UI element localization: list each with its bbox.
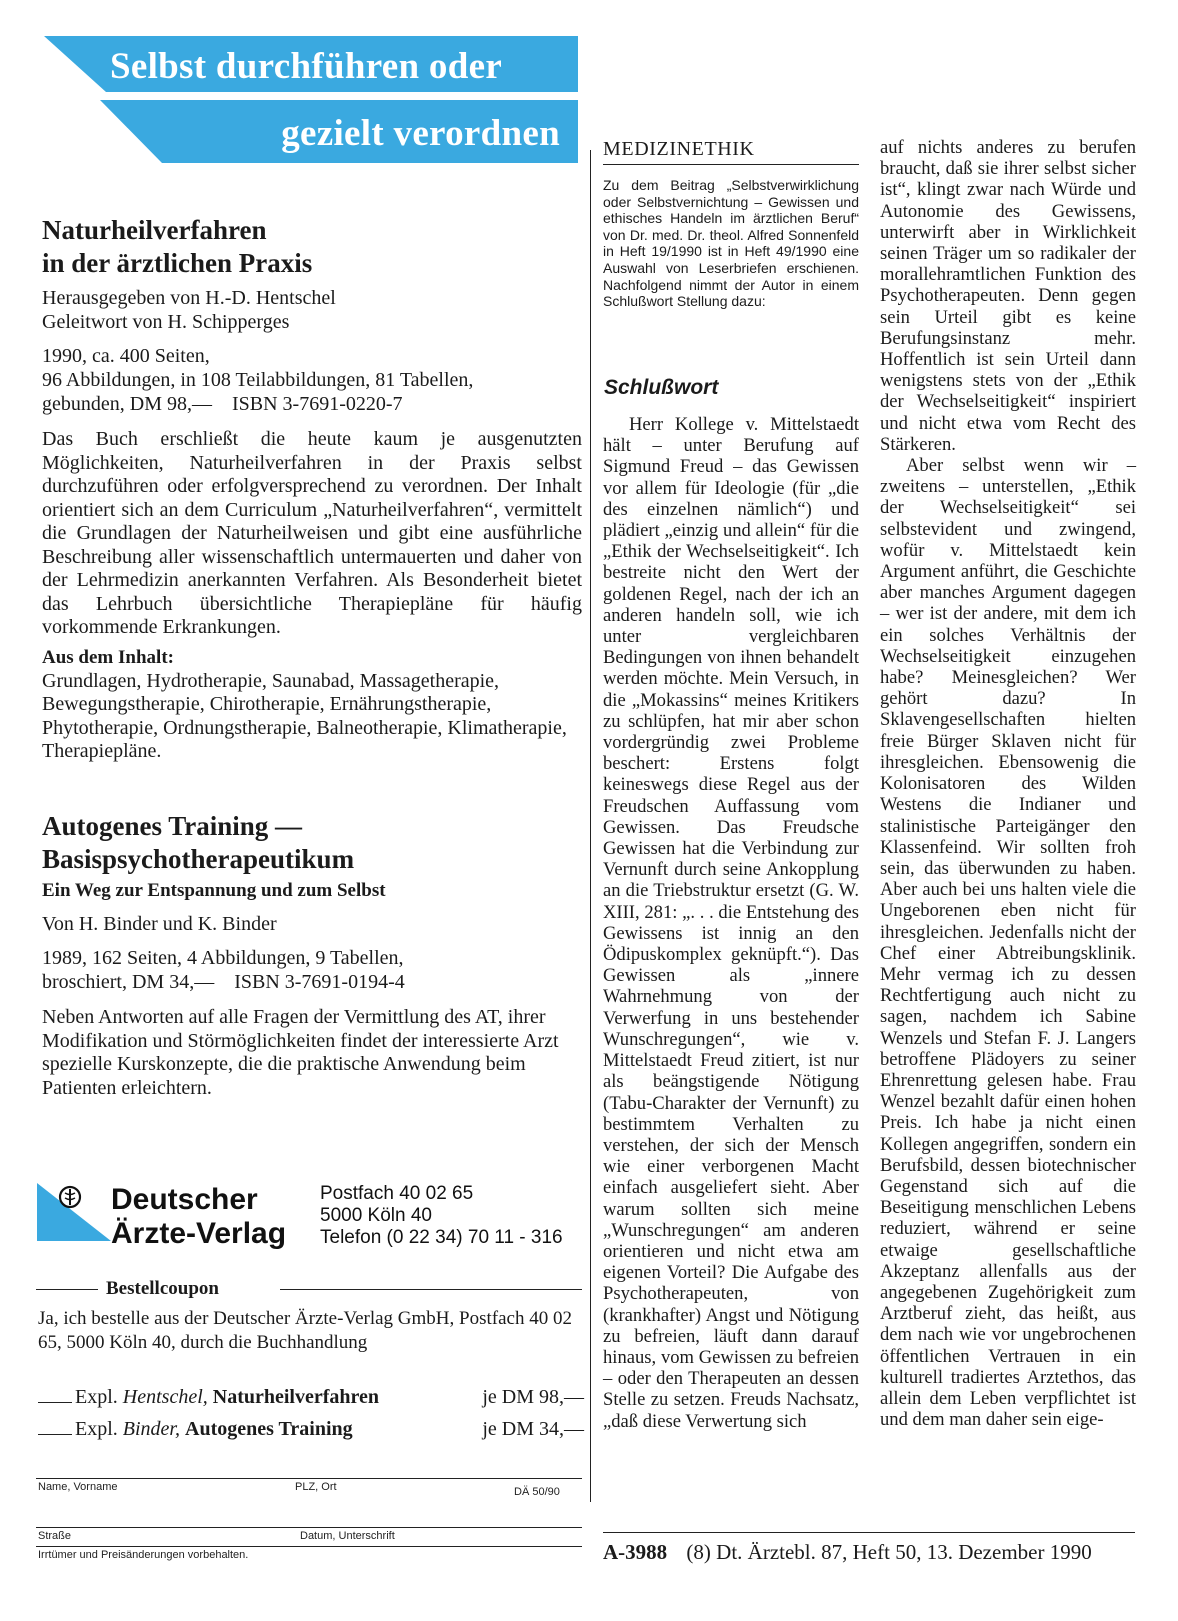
- order2-title: Autogenes Training: [185, 1418, 353, 1440]
- signature-field-line[interactable]: [36, 1546, 582, 1547]
- book2-subtitle: Ein Weg zur Entspannung und zum Selbst: [42, 880, 386, 901]
- rubric: MEDIZINETHIK: [603, 138, 755, 160]
- street-field-line[interactable]: [36, 1527, 582, 1528]
- coupon-code: DÄ 50/90: [514, 1486, 560, 1498]
- field-street-label: Straße: [38, 1530, 72, 1542]
- footer-page-number: A-3988: [603, 1540, 668, 1564]
- order2-price: je DM 34,—: [482, 1418, 584, 1440]
- book2-info-line1: 1989, 162 Seiten, 4 Abbildungen, 9 Tabellen,: [42, 947, 404, 969]
- article-intro: Zu dem Beitrag „Selbstverwirklichung oder Selbstvernichtung – Gewissen und ethisches Handeln im ärztlichen Beruf“ von Dr. med. Dr. theol. Alfred Sonnenfeld in Heft 19/1990 ist in Heft 49/1990 eine Auswahl von Leserbriefen erschienen. Nachfolgend nimmt der Autor in einem Schlußwort Stellung dazu:: [603, 177, 859, 310]
- coupon-heading-text: Bestellcoupon: [106, 1278, 219, 1299]
- order-quantity-field-1[interactable]: [38, 1402, 72, 1403]
- publisher-name: [111, 1183, 286, 1251]
- coupon-heading: [36, 1278, 582, 1302]
- book1-editor: Herausgegeben von H.-D. Hentschel: [42, 287, 336, 309]
- name-field-line[interactable]: [36, 1478, 582, 1479]
- column-divider: [590, 150, 591, 1502]
- order-line-2: [38, 1418, 584, 1444]
- order1-price: je DM 98,—: [482, 1386, 584, 1408]
- book1-info-line1: 1990, ca. 400 Seiten,: [42, 345, 210, 367]
- book1-contents: Grundlagen, Hydrotherapie, Saunabad, Massagetherapie, Bewegungstherapie, Chirotherapie, Ernährungstherapie, Phytotherapie, Ordnungstherapie, Balneotherapie, Klimatherapie, Therapiepläne.: [42, 669, 567, 762]
- publisher-name-line2: Ärzte-Verlag: [111, 1217, 287, 1250]
- book1: [42, 214, 582, 764]
- footer-rule: [603, 1532, 1135, 1533]
- article-column-1: [603, 414, 859, 1432]
- banner-line1: Selbst durchführen oder: [110, 46, 503, 87]
- publisher-name-line1: Deutscher: [111, 1183, 258, 1216]
- footer-citation: (8) Dt. Ärztebl. 87, Heft 50, 13. Dezember 1990: [686, 1540, 1092, 1564]
- banner-line2: gezielt verordnen: [281, 113, 560, 154]
- book2-info-line2: broschiert, DM 34,— ISBN 3-7691-0194-4: [42, 971, 405, 993]
- book2: [42, 810, 582, 1100]
- coupon-rule-left: [36, 1289, 98, 1290]
- publisher-logo-icon: [37, 1183, 115, 1241]
- order2-prefix: Expl.: [75, 1418, 118, 1440]
- publisher-address-line2: 5000 Köln 40: [320, 1205, 432, 1226]
- coupon-text: Ja, ich bestelle aus der Deutscher Ärzte-Verlag GmbH, Postfach 40 02 65, 5000 Köln 40, durch die Buchhandlung: [38, 1308, 572, 1353]
- order-line-1: [38, 1386, 584, 1412]
- order1-title: Naturheilverfahren: [212, 1386, 380, 1408]
- field-name-label: Name, Vorname: [38, 1481, 118, 1493]
- order1-prefix: Expl.: [75, 1386, 118, 1408]
- disclaimer: Irrtümer und Preisänderungen vorbehalten.: [38, 1549, 249, 1561]
- publisher-address: [320, 1183, 563, 1249]
- field-plz-label: PLZ, Ort: [295, 1481, 337, 1493]
- coupon-rule-right: [280, 1289, 582, 1290]
- rubric-underline: [603, 164, 859, 165]
- article-col2-para2: Aber selbst wenn wir – zweitens – unterstellen, „Ethik der Wechselseitigkeit“ sei selbstevident und zwingend, wofür v. Mittelstaedt kein Argument anführt, die Geschichte aber manches Argument dagegen – wer ist der andere, mit dem ich ein solches Verhältnis der Wechselseitigkeit einzugehen habe? Meinesgleichen? Wer gehört dazu? In Sklavengesellschaften hielten freie Bürger Sklaven nicht für ihresgleichen. Ebensowenig die Kolonisatoren des Wilden Westens die Indianer und stalinistische Parteigänger den Klassenfeind. Wir sollten froh sein, das überwunden zu haben. Aber auch bei uns halten viele die Ungeborenen eben nicht für ihresgleichen. Jedenfalls nicht der Chef einer Abtreibungsklinik. Mehr vermag ich zu dessen Rechtfertigung auch nicht zu sagen, nachdem ich Sabine Wenzels und Stefan F. J. Langers betroffene Plädoyers zu seiner Ehrenrettung gelesen habe. Frau Wenzel bezahlt dafür einen hohen Preis. Ich habe ja nicht einen Kollegen angegriffen, sondern ein Berufsbild, dessen biotechnischer Gegenstand sich auf die Beseitigung menschlichen Lebens reduziert, während er seine etwaige gesellschaftliche Akzeptanz allenfalls aus der angegebenen Zugehörigkeit zum Arztberuf zieht, das heißt, aus dem nach wie vor ungebrochenen öffentlichen Vertrauen in ein kulturell tradiertes Arztethos, das allein dem Leben verpflichtet ist und dem man daher sein eige-: [880, 455, 1136, 1431]
- book1-foreword: Geleitwort von H. Schipperges: [42, 311, 290, 333]
- book1-info-line3: gebunden, DM 98,— ISBN 3-7691-0220-7: [42, 393, 403, 415]
- article-column-2: [880, 137, 1136, 1430]
- book1-description: Das Buch erschließt die heute kaum je ausgenutzten Möglichkeiten, Naturheilverfahren in der Praxis selbst durchzuführen oder erfolgversprechend zu verordnen. Der Inhalt orientiert sich an dem Curriculum „Naturheilverfahren“, vermittelt die Grundlagen der Naturheilweisen und gibt eine ausführliche Beschreibung aller wissenschaftlich untermauerten und daher von der Lehrmedizin anerkannten Verfahren. Als Besonderheit bietet das Lehrbuch übersichtliche Therapiepläne für häufig vorkommende Erkrankungen.: [42, 428, 582, 638]
- book2-title-line2: Basispsychotherapeutikum: [42, 844, 355, 874]
- field-date-label: Datum, Unterschrift: [300, 1530, 395, 1542]
- book2-title-line1: Autogenes Training —: [42, 811, 303, 841]
- book2-authors: Von H. Binder und K. Binder: [42, 913, 277, 935]
- ad-banner: [44, 36, 578, 163]
- book1-info-line2: 96 Abbildungen, in 108 Teilabbildungen, 81 Tabellen,: [42, 369, 474, 391]
- publisher-address-line1: Postfach 40 02 65: [320, 1183, 474, 1204]
- book1-title-line2: in der ärztlichen Praxis: [42, 248, 313, 278]
- order2-author: Binder,: [122, 1418, 180, 1440]
- publisher-address-line3: Telefon (0 22 34) 70 11 - 316: [320, 1227, 563, 1248]
- article-col1-text: Herr Kollege v. Mittelstaedt hält – unter Berufung auf Sigmund Freud – das Gewissen vor allem für Ideologie (für „die des einzelnen nämlich“) und plädiert „einzig und allein“ für die „Ethik der Wechselseitigkeit“. Ich bestreite nicht den Wert der goldenen Regel, nach der ich an anderen handeln soll, wie ich unter vergleichbaren Bedingungen von ihnen behandelt werden möchte. Mein Versuch, in die „Mokassins“ meines Kritikers zu schlüpfen, hat mir aber schon vordergründig zwei Probleme beschert: Erstens folgt keineswegs diese Regel aus der Freudschen Auffassung vom Gewissen. Das Freudsche Gewissen hat die Verbindung zur Vernunft durch seine Ankopplung an die Triebstruktur ersetzt (G. W. XIII, 281: „. . . die Entstehung des Gewissens ist innig an den Ödipuskomplex geknüpft.“). Das Gewissen als „innere Wahrnehmung von der Verwerfung in uns bestehender Wunschregungen“, wie v. Mittelstaedt Freud zitiert, ist nur als beängstigende Nötigung (Tabu-Charakter der Vernunft) zu bestimmtem Verhalten zu verstehen, der sich der Mensch wie einer verborgenen Macht einfach ausgeliefert sieht. Aber warum sollten sich meine „Wunschregungen“ am anderen orientieren und nicht etwa am eigenen Vorteil? Die Aufgabe des Psychotherapeuten, von (krankhafter) Angst und Nötigung zu befreien, läuft dann darauf hinaus, vom Gewissen zu befreien – oder den Therapeuten an dessen Stelle zu setzen. Freuds Nachsatz, „daß diese Verwertung sich: [603, 414, 859, 1432]
- book1-contents-label: Aus dem Inhalt:: [42, 646, 174, 668]
- book1-title-line1: Naturheilverfahren: [42, 215, 267, 245]
- book2-description: Neben Antworten auf alle Fragen der Vermittlung des AT, ihrer Modifikation und Störmöglichkeiten findet der interessierte Arzt spezielle Kurskonzepte, die die praktische Anwendung beim Patienten erleichtern.: [42, 1006, 559, 1099]
- article-heading: Schlußwort: [604, 376, 719, 399]
- page-footer: [603, 1540, 1092, 1565]
- order-quantity-field-2[interactable]: [38, 1434, 72, 1435]
- order1-author: Hentschel,: [122, 1386, 208, 1408]
- article-col2-para1: auf nichts anderes zu berufen braucht, daß sie ihrer selbst sicher ist“, klingt zwar nach Würde und Autonomie des Gewissens, unterwirft aber in Wirklichkeit seinen Träger um so radikaler der morallehramtlichen Funktion des Psychotherapeuten. Denn gegen sein Urteil gibt es keine Berufungsinstanz mehr. Hoffentlich ist sein Urteil dann wenigstens stets von der „Ethik der Wechselseitigkeit“ inspiriert und nicht etwa vom Recht des Stärkeren.: [880, 137, 1136, 455]
